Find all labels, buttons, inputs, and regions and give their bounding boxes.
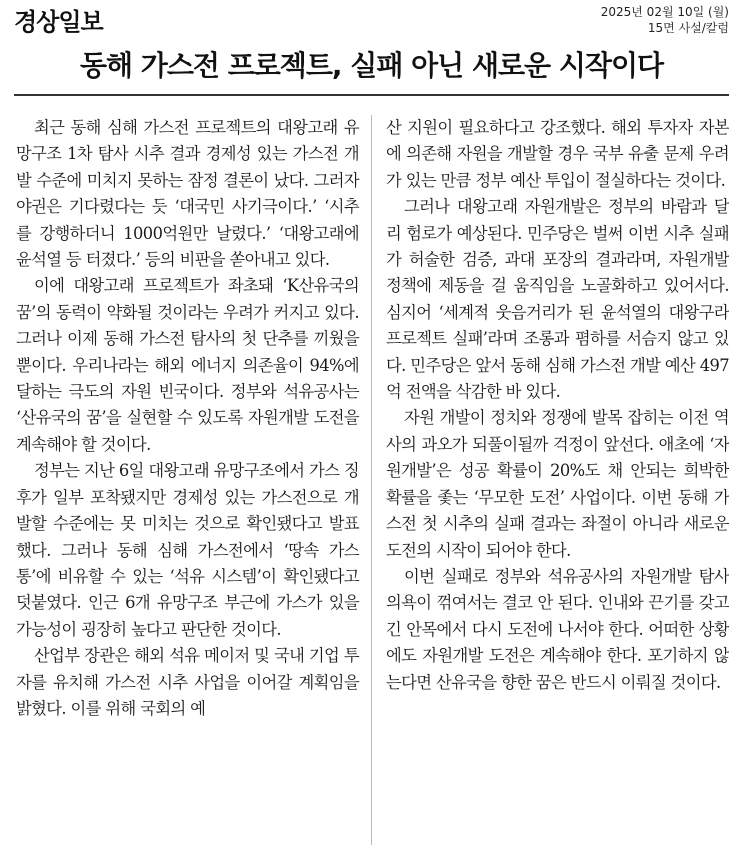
newspaper-masthead: 경상일보 <box>14 8 103 36</box>
article-paragraph: 이번 실패로 정부와 석유공사의 자원개발 탐사 의욕이 꺾여서는 결코 안 된다. 인내와 끈기를 갖고 긴 안목에서 다시 도전에 나서야 한다. 어떠한 상황에도 자원개발 도전은 계속해야 한다. 포기하지 않는다면 산유국을 향한 꿈은 반드시 이뤄질 것이다. <box>386 566 729 692</box>
article-column-left <box>16 115 371 845</box>
article-body <box>16 115 729 845</box>
issue-date: 2025년 02월 10일 (월) <box>600 5 729 19</box>
article-paragraph: 그러나 대왕고래 자원개발은 정부의 바람과 달리 험로가 예상된다. 민주당은 벌써 이번 시추 실패가 허술한 검증, 과대 포장의 결과라며, 자원개발 정책에 제동을 걸 움직임을 노골화하고 있어서다. 심지어 ‘세계적 웃음거리가 된 윤석열의 대왕구라 프로젝트 실패’라며 조롱과 폄하를 서슴지 않고 있다. 민주당은 앞서 동해 심해 가스전 개발 예산 497억 전액을 삭감한 바 있다. <box>386 197 729 402</box>
article-headline: 동해 가스전 프로젝트, 실패 아닌 새로운 시작이다 <box>79 49 664 82</box>
article-paragraph: 최근 동해 심해 가스전 프로젝트의 대왕고래 유망구조 1차 탐사 시추 결과 경제성 있는 가스전 개발 수준에 미치지 못하는 잠정 결론이 났다. 그러자 야권은 기다렸다는 듯 ‘대국민 사기극이다.’ ‘시추를 강행하더니 1000억원만 날렸다.’ ‘대왕고래에 윤석열 등 터졌다.’ 등의 비판을 쏟아내고 있다. <box>16 118 359 270</box>
issue-meta <box>601 4 729 36</box>
article-paragraph: 정부는 지난 6일 대왕고래 유망구조에서 가스 징후가 일부 포착됐지만 경제성 있는 가스전으로 개발할 수준에는 못 미치는 것으로 확인됐다고 발표했다. 그러나 동해 심해 가스전에서 ‘땅속 가스통’에 비유할 수 있는 ‘석유 시스템’이 확인됐다고 덧붙였다. 인근 6개 유망구조 부근에 가스가 있을 가능성이 굉장히 높다고 판단한 것이다. <box>16 461 359 639</box>
article-paragraph: 이에 대왕고래 프로젝트가 좌초돼 ‘K산유국의 꿈’의 동력이 약화될 것이라는 우려가 커지고 있다. 그러나 이제 동해 가스전 탐사의 첫 단추를 끼웠을 뿐이다. 우리나라는 해외 에너지 의존율이 94%에 달하는 극도의 자원 빈국이다. 정부와 석유공사는 ‘산유국의 꿈’을 실현할 수 있도록 자원개발 도전을 계속해야 할 것이다. <box>16 276 359 454</box>
article-paragraph: 산업부 장관은 해외 석유 메이저 및 국내 기업 투자를 유치해 가스전 시추 사업을 이어갈 계획임을 밝혔다. 이를 위해 국회의 예 <box>16 646 359 718</box>
article-column-right <box>371 115 729 845</box>
issue-section: 15면 사설/칼럼 <box>647 21 729 35</box>
article-paragraph: 자원 개발이 정치와 정쟁에 발목 잡히는 이전 역사의 과오가 되풀이될까 걱정이 앞선다. 애초에 ‘자원개발’은 성공 확률이 20%도 채 안되는 희박한 확률을 좇는 ‘무모한 도전’ 사업이다. 이번 동해 가스전 첫 시추의 실패 결과는 좌절이 아니라 새로운 도전의 시작이 되어야 한다. <box>386 408 729 560</box>
article-paragraph: 산 지원이 필요하다고 강조했다. 해외 투자자 자본에 의존해 자원을 개발할 경우 국부 유출 문제 우려가 있는 만큼 정부 예산 투입이 절실하다는 것이다. <box>386 118 729 190</box>
headline-divider <box>14 94 729 96</box>
